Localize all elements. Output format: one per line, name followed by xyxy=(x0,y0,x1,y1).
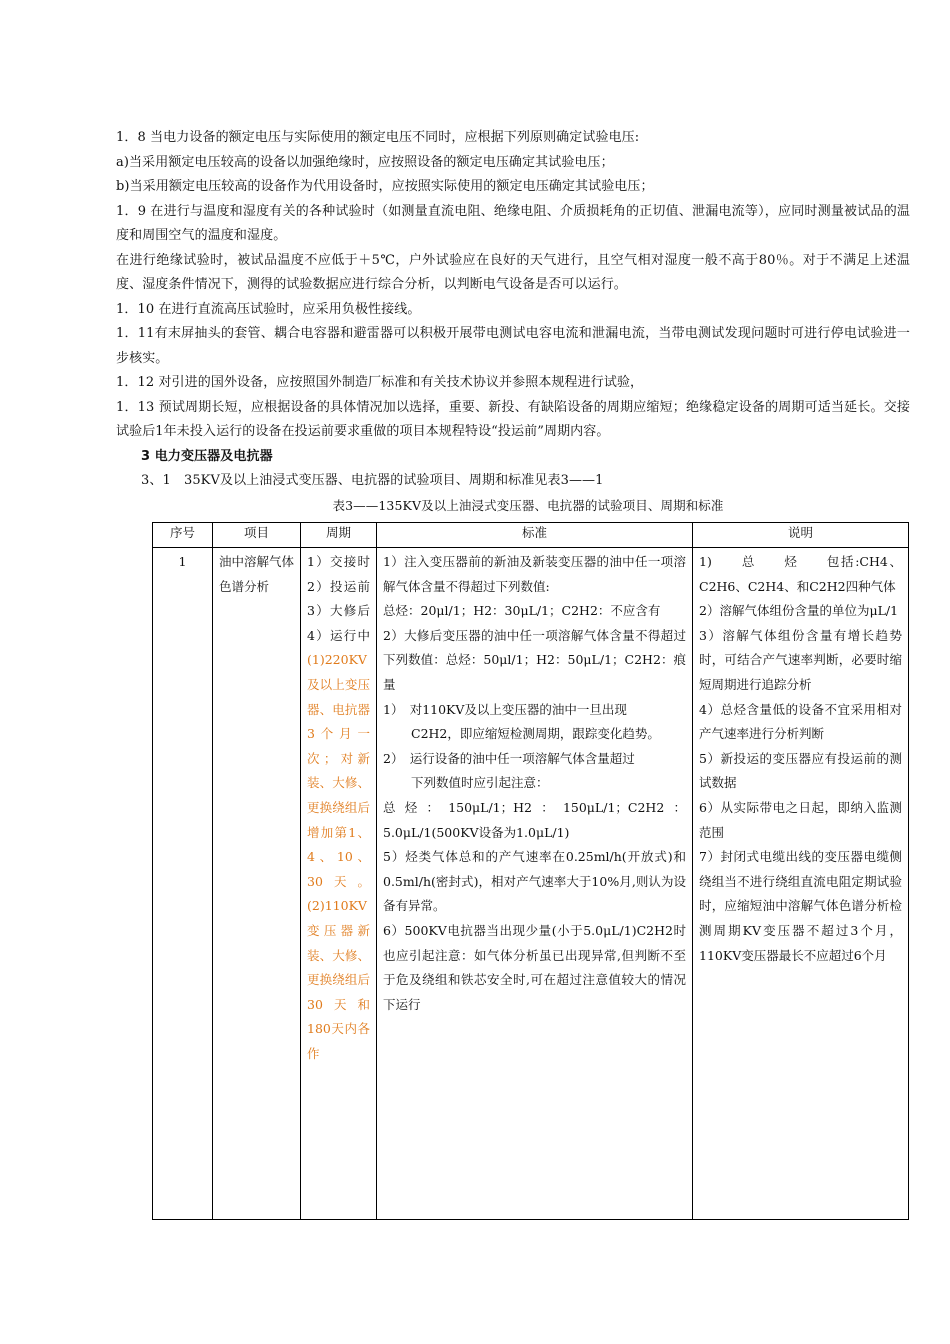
header-no: 序号 xyxy=(153,523,213,548)
para-1-9: 1．9 在进行与温度和湿度有关的各种试验时（如测量直流电阻、绝缘电阻、介质损耗角的正切值、泄漏电流等），应同时测量被试品的温度和周围空气的温度和湿度。 xyxy=(116,203,910,243)
note-line: 7）封闭式电缆出线的变压器电缆侧绕组当不进行绕组直流电阻定期试验时，应缩短油中溶解气体色谱分析检测周期KV变压器不超过3个月，110KV变压器最长不应超过6个月 xyxy=(699,849,902,963)
period-running-detail: (1)220KV及以上变压器、电抗器3个月一次；对新装、大修、更换绕组后增加第1、4、10、30天。(2)110KV变压器新装、大修、更换绕组后30天和180天内各作 xyxy=(307,652,370,1061)
standard-line: 2） 运行设备的油中任一项溶解气体含量超过 xyxy=(383,750,635,766)
note-line: 4）总烃含量低的设备不宜采用相对产气速率进行分析判断 xyxy=(699,701,902,742)
header-period: 周期 xyxy=(301,523,377,548)
table-row xyxy=(153,548,909,1220)
cell-notes xyxy=(693,548,909,1220)
para-insulation: 在进行绝缘试验时，被试品温度不应低于＋5℃，户外试验应在良好的天气进行，且空气相对湿度一般不高于80％。对于不满足上述温度、湿度条件情况下，测得的试验数据应进行综合分析，以判断电气设备是否可以运行。 xyxy=(116,252,910,292)
standard-line: 6）500KV电抗器当出现少量(小于5.0μL/1)C2H2时也应引起注意：如气体分析虽已出现异常,但判断不至于危及绕组和铁芯安全时,可在超过注意值较大的情况下运行 xyxy=(383,922,686,1012)
para-1-10: 1．10 在进行直流高压试验时，应采用负极性接线。 xyxy=(116,301,421,317)
note-line: 3）溶解气体组份含量有增长趋势时，可结合产气速率判断，必要时缩短周期进行追踪分析 xyxy=(699,627,902,692)
note-line: 1) 总 烃 包括:CH4、C2H6、C2H4、和C2H2四种气体 xyxy=(699,554,902,594)
standard-line: 总烃：20μl/1；H2：30μL/1；C2H2：不应含有 xyxy=(383,603,661,619)
para-1-12: 1．12 对引进的国外设备，应按照国外制造厂标准和有关技术协议并参照本规程进行试验， xyxy=(116,375,644,390)
test-items-table xyxy=(152,522,909,1220)
standard-line: 下列数值时应引起注意： xyxy=(411,775,549,791)
note-line: 6）从实际带电之日起，即纳入监测范围 xyxy=(699,799,902,840)
standard-line: C2H2，即应缩短检测周期，跟踪变化趋势。 xyxy=(411,726,660,742)
header-notes: 说明 xyxy=(693,523,909,548)
para-b: b)当采用额定电压较高的设备作为代用设备时，应按照实际使用的额定电压确定其试验电压； xyxy=(116,179,654,194)
cell-standard xyxy=(377,548,693,1220)
cell-period xyxy=(301,548,377,1220)
header-item: 项目 xyxy=(213,523,301,548)
header-standard: 标准 xyxy=(377,523,693,548)
standard-line: 1）注入变压器前的新油及新装变压器的油中任一项溶解气体含量不得超过下列数值: xyxy=(383,554,686,594)
subsection-3-1: 3、1 35KV及以上油浸式变压器、电抗器的试验项目、周期和标准见表3——1 xyxy=(141,473,604,488)
body-text xyxy=(116,126,910,518)
standard-line: 总烃：150μL/1；H2：150μL/1；C2H2：5.0μL/1(500KV设备为1.0μL/1) xyxy=(383,799,686,840)
standard-line: 5）烃类气体总和的产气速率在0.25ml/h(开放式)和0.5ml/h(密封式)，相对产气速率大于10%月,则认为设备有异常。 xyxy=(383,849,686,914)
section-heading: 3 电力变压器及电抗器 xyxy=(141,448,273,464)
para-1-13: 1．13 预试周期长短，应根据设备的具体情况加以选择，重要、新投、有缺陷设备的周期应缩短；绝缘稳定设备的周期可适当延长。交接试验后1年未投入运行的设备在投运前要求重做的项目本规程特设“投运前”周期内容。 xyxy=(116,399,910,439)
note-line: 5）新投运的变压器应有投运前的测试数据 xyxy=(699,750,902,791)
para-1-8: 1．8 当电力设备的额定电压与实际使用的额定电压不同时，应根据下列原则确定试验电压: xyxy=(116,130,640,145)
note-line: 2）溶解气体组份含量的单位为μL/1 xyxy=(699,603,899,619)
table-header-row xyxy=(153,523,909,548)
cell-no: 1 xyxy=(153,548,213,1220)
table-caption: 表3——135KV及以上油浸式变压器、电抗器的试验项目、周期和标准 xyxy=(332,497,724,513)
period-basic: 1）交接时 2）投运前 3）大修后 4）运行中 xyxy=(307,554,370,643)
standard-line: 2）大修后变压器的油中任一项溶解气体含量不得超过下列数值：总烃：50μl/1；H2：50μL/1；C2H2：痕量 xyxy=(383,627,686,692)
para-a: a)当采用额定电压较高的设备以加强绝缘时，应按照设备的额定电压确定其试验电压； xyxy=(116,154,614,170)
cell-item: 油中溶解气体色谱分析 xyxy=(213,548,301,1220)
para-1-11: 1．11有末屏抽头的套管、耦合电容器和避雷器可以积极开展带电测试电容电流和泄漏电流，当带电测试发现问题时可进行停电试验进一步核实。 xyxy=(116,326,910,366)
standard-line: 1） 对110KV及以上变压器的油中一旦出现 xyxy=(383,701,627,717)
